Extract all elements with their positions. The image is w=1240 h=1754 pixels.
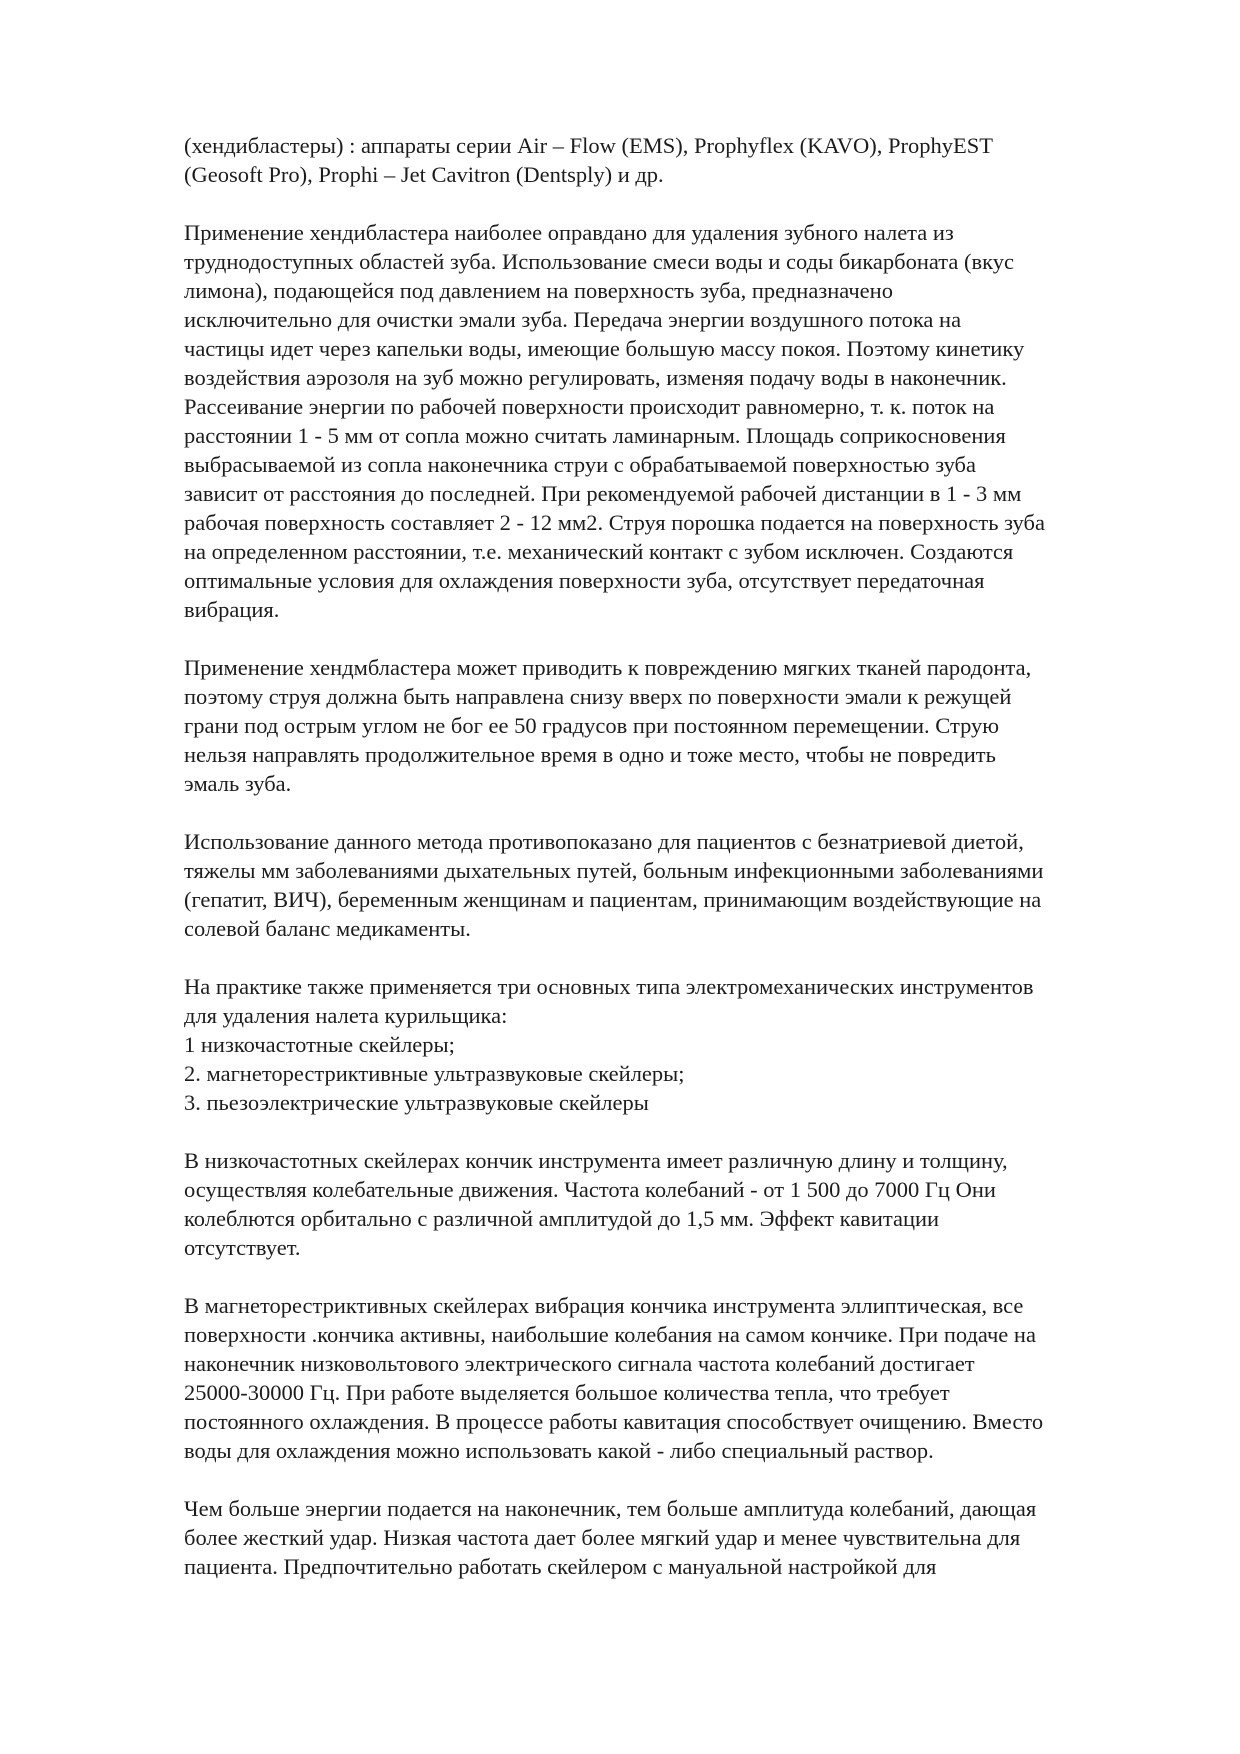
text-line: Рассеивание энергии по рабочей поверхности происходит равномерно, т. к. поток на [184,394,995,419]
text-line: расстоянии 1 - 5 мм от сопла можно считать ламинарным. Площадь соприкосновения [184,423,1006,448]
document-body [184,131,1164,1610]
paragraph-contraindications [184,827,1164,943]
text-line: (гепатит, ВИЧ), беременным женщинам и пациентам, принимающим воздействующие на [184,887,1042,912]
text-line: (Geosoft Pro), Prophi – Jet Cavitron (Dentsply) и др. [184,162,664,187]
text-line: грани под острым углом не бог ее 50 градусов при постоянном перемещении. Струю [184,713,1000,738]
text-line: тяжелы мм заболеваниями дыхательных путей, больным инфекционными заболеваниями [184,858,1044,883]
text-line: В магнеторестриктивных скейлерах вибрация кончика инструмента эллиптическая, все [184,1293,1024,1318]
text-line: воды для охлаждения можно использовать какой - либо специальный раствор. [184,1438,934,1463]
text-line: Чем больше энергии подается на наконечник, тем больше амплитуда колебаний, дающая [184,1496,1037,1521]
text-line: нельзя направлять продолжительное время в одно и тоже место, чтобы не повредить [184,742,996,767]
text-line: поверхности .кончика активны, наибольшие колебания на самом кончике. При подаче на [184,1322,1036,1347]
list-item: 2. магнеторестриктивные ультразвуковые скейлеры; [184,1061,685,1086]
text-line: зависит от расстояния до последней. При рекомендуемой рабочей дистанции в 1 - 3 мм [184,481,1022,506]
text-line: осуществляя колебательные движения. Частота колебаний - от 1 500 до 7000 Гц Они [184,1177,996,1202]
text-line: частицы идет через капельки воды, имеющие большую массу покоя. Поэтому кинетику [184,336,1025,361]
list-item: 3. пьезоэлектрические ультразвуковые скейлеры [184,1090,649,1115]
text-line: исключительно для очистки эмали зуба. Передача энергии воздушного потока на [184,307,962,332]
text-line: лимона), подающейся под давлением на поверхность зуба, предназначено [184,278,893,303]
text-line: воздействия аэрозоля на зуб можно регулировать, изменяя подачу воды в наконечник. [184,365,1007,390]
paragraph-hendiblaster-devices [184,131,1164,189]
text-line: рабочая поверхность составляет 2 - 12 мм2. Струя порошка подается на поверхность зуба [184,510,1045,535]
text-line: Применение хендибластера наиболее оправдано для удаления зубного налета из [184,220,954,245]
text-line: поэтому струя должна быть направлена снизу вверх по поверхности эмали к режущей [184,684,1012,709]
text-line: выбрасываемой из сопла наконечника струи с обрабатываемой поверхностью зуба [184,452,976,477]
text-line: отсутствует. [184,1235,301,1260]
text-line: колеблются орбитально с различной амплитудой до 1,5 мм. Эффект кавитации [184,1206,940,1231]
paragraph-energy-amplitude [184,1494,1164,1581]
text-line: солевой баланс медикаменты. [184,916,471,941]
text-line: эмаль зуба. [184,771,292,796]
paragraph-hendiblaster-application [184,218,1164,624]
text-line: вибрация. [184,597,280,622]
paragraph-low-frequency-scalers [184,1146,1164,1262]
text-line: 25000-30000 Гц. При работе выделяется большое количества тепла, что требует [184,1380,950,1405]
paragraph-soft-tissue-caution [184,653,1164,798]
text-line: На практике также применяется три основных типа электромеханических инструментов [184,974,1034,999]
text-line: труднодоступных областей зуба. Использование смеси воды и соды бикарбоната (вкус [184,249,1014,274]
list-item: 1 низкочастотные скейлеры; [184,1032,455,1057]
text-line: более жесткий удар. Низкая частота дает более мягкий удар и менее чувствительна для [184,1525,1021,1550]
paragraph-instrument-types-list [184,972,1164,1117]
text-line: Использование данного метода противопоказано для пациентов с безнатриевой диетой, [184,829,1024,854]
text-line: для удаления налета курильщика: [184,1003,508,1028]
text-line: оптимальные условия для охлаждения поверхности зуба, отсутствует передаточная [184,568,985,593]
text-line: В низкочастотных скейлерах кончик инструмента имеет различную длину и толщину, [184,1148,1008,1173]
text-line: на определенном расстоянии, т.е. механический контакт с зубом исключен. Создаются [184,539,1014,564]
text-line: пациента. Предпочтительно работать скейлером с мануальной настройкой для [184,1554,937,1579]
paragraph-magnetostrictive-scalers [184,1291,1164,1465]
text-line: Применение хендмбластера может приводить к повреждению мягких тканей пародонта, [184,655,1032,680]
text-line: наконечник низковольтового электрического сигнала частота колебаний достигает [184,1351,975,1376]
text-line: постоянного охлаждения. В процессе работы кавитация способствует очищению. Вместо [184,1409,1044,1434]
text-line: (хендибластеры) : аппараты серии Air – Flow (EMS), Prophyflex (KAVO), ProphyEST [184,133,993,158]
